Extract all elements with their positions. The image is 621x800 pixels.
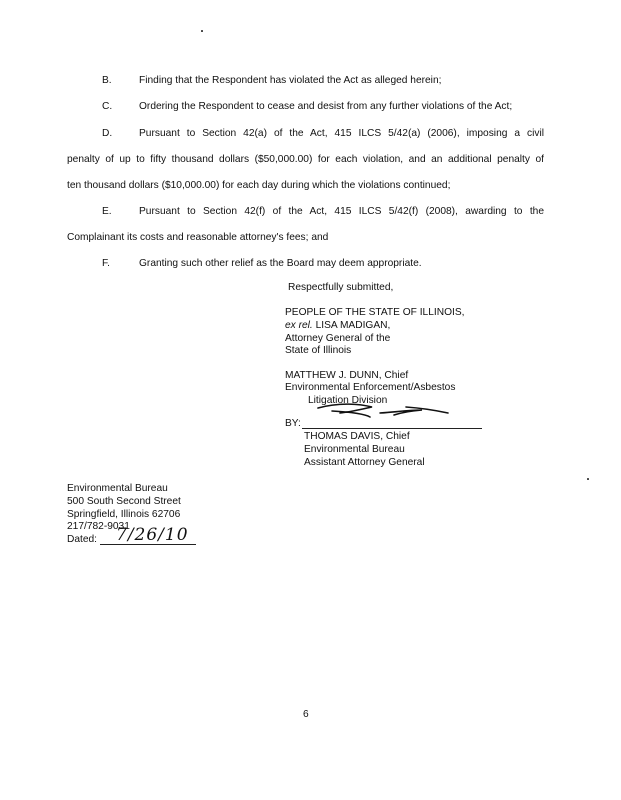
ex-rel-name: LISA MADIGAN, bbox=[315, 320, 391, 331]
ex-rel-line bbox=[285, 319, 390, 332]
address-line-3: Springfield, Illinois 62706 bbox=[67, 509, 181, 520]
item-d-line1: Pursuant to Section 42(a) of the Act, 415 ILCS 5/42(a) (2006), imposing a civil bbox=[139, 128, 544, 139]
chief-name: MATTHEW J. DUNN, Chief bbox=[285, 370, 409, 381]
by-label: BY: bbox=[285, 418, 301, 429]
item-d-line2: penalty of up to fifty thousand dollars ($50,000.00) for each violation, and an additional penalty of bbox=[67, 154, 544, 165]
ag-line-1: Attorney General of the bbox=[285, 333, 391, 344]
division-line-2: Litigation Division bbox=[308, 395, 388, 406]
item-f-letter: F. bbox=[102, 258, 110, 269]
ag-line-2: State of Illinois bbox=[285, 345, 352, 356]
phone-number: 217/782-9031 bbox=[67, 521, 130, 532]
signature-line bbox=[302, 428, 482, 429]
ex-rel-prefix: ex rel. bbox=[285, 320, 313, 331]
page-number: 6 bbox=[303, 709, 309, 720]
dated-label: Dated: bbox=[67, 534, 98, 545]
closing-text: Respectfully submitted, bbox=[288, 282, 394, 293]
signer-title: Assistant Attorney General bbox=[304, 457, 425, 468]
item-b-text: Finding that the Respondent has violated the Act as alleged herein; bbox=[139, 75, 442, 86]
scan-speck bbox=[201, 30, 203, 32]
party-name: PEOPLE OF THE STATE OF ILLINOIS, bbox=[285, 307, 465, 318]
division-line-1: Environmental Enforcement/Asbestos bbox=[285, 382, 456, 393]
signer-name: THOMAS DAVIS, Chief bbox=[304, 431, 410, 442]
item-e-line1: Pursuant to Section 42(f) of the Act, 415 ILCS 5/42(f) (2008), awarding to the bbox=[139, 206, 544, 217]
item-b-letter: B. bbox=[102, 75, 112, 86]
item-c-letter: C. bbox=[102, 101, 113, 112]
item-d-letter: D. bbox=[102, 128, 113, 139]
item-e-line2: Complainant its costs and reasonable attorney's fees; and bbox=[67, 232, 329, 243]
item-f-text: Granting such other relief as the Board may deem appropriate. bbox=[139, 258, 422, 269]
item-d-line3: ten thousand dollars ($10,000.00) for each day during which the violations continued; bbox=[67, 180, 451, 191]
item-c-text: Ordering the Respondent to cease and desist from any further violations of the Act; bbox=[139, 101, 513, 112]
signer-bureau: Environmental Bureau bbox=[304, 444, 405, 455]
address-line-1: Environmental Bureau bbox=[67, 483, 168, 494]
dated-handwritten-value: 7/26/10 bbox=[116, 525, 189, 545]
handwritten-signature bbox=[310, 398, 450, 424]
scan-speck bbox=[587, 478, 589, 480]
address-line-2: 500 South Second Street bbox=[67, 496, 181, 507]
item-e-letter: E. bbox=[102, 206, 112, 217]
